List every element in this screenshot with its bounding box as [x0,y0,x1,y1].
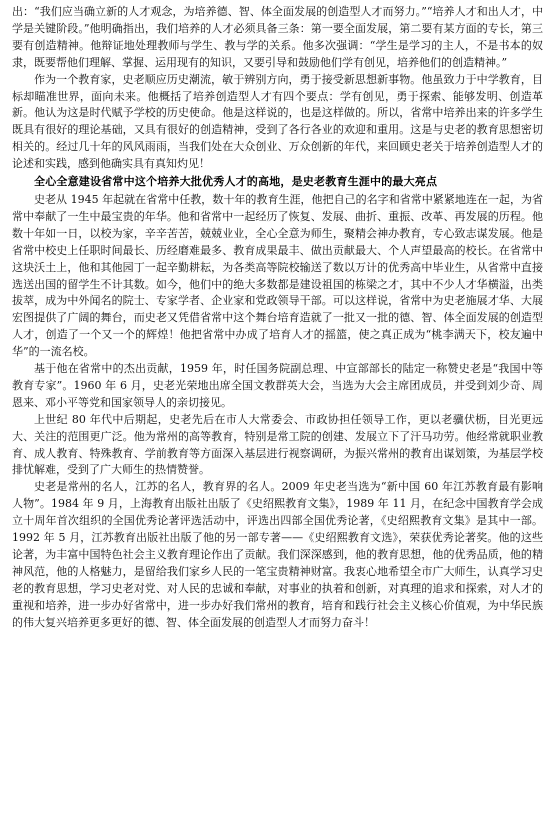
paragraph-3: 史老从 1945 年起就在省常中任教，数十年的教育生涯，他把自己的名字和省常中紧紧地连在一起，为省常中奉献了一生中最宝贵的年华。他和省常中一起经历了恢复、发展、曲折、重振、改革、再发展的历程。他数十年如一日，以校为家，辛辛苦苦，兢兢业业，全心全意为师生，聚精会神办教育，专心致志谋发展。他是省常中校史上任职时间最长、历经磨难最多、教育成果最丰、做出贡献最大、个人声望最高的校长。在省常中这块沃土上，他和其他园丁一起辛勤耕耘，为各类高等院校输送了数以万计的优秀高中毕业生，从省常中直接选送出国的留学生不计其数。如今，他们中的绝大多数都是建设祖国的栋梁之才，其中不少人才华横溢，出类拔萃，成为中外闻名的院士、专家学者、企业家和党政领导干部。可以这样说，省常中为史老施展才华、大展宏图提供了广阔的舞台，而史老又凭借省常中这个舞台培育造就了一批又一批的德、智、体全面发展的创造型人才，创造了一个又一个的辉煌！他把省常中办成了培育人才的摇篮，使之真正成为“桃李满天下，校友遍中华”的一流名校。 [12,192,543,359]
section-heading: 全心全意建设省常中这个培养大批优秀人才的高地，是史老教育生涯中的最大亮点 [34,175,438,189]
paragraph-5: 上世纪 80 年代中后期起，史老先后在市人大常委会、市政协担任领导工作，更以老骥伏枥，目光更远大、关注的范围更广泛。他为常州的高等教育，特别是常工院的创建、发展立下了汗马功劳。他经常就职业教育、成人教育、特殊教育、学前教育等方面深入基层进行视察调研，为振兴常州的教育出谋划策，为基层学校排忧解难，受到了广大师生的热情赞誉。 [12,412,543,477]
paragraph-6: 史老是常州的名人，江苏的名人，教育界的名人。2009 年史老当选为“新中国 60 年江苏教育最有影响人物”。1984 年 9 月，上海教育出版社出版了《史绍熙教育文集》，1989 年 11 月，在纪念中国教育学会成立十周年首次组织的全国优秀论著评选活动中，评选出四部全国优秀论著，《史绍熙教育文集》是其中一部。1992 年 5 月，江苏教育出版社出版了他的另一部专著——《史绍熙教育文选》，荣获优秀论著奖。他的这些论著，为丰富中国特色社会主义教育理论作出了贡献。我们深深感到，他的教育思想，他的优秀品质，他的精神风范，他的人格魅力，是留给我们家乡人民的一笔宝贵精神财富。我衷心地希望全市广大师生，认真学习史老的教育思想，学习史老对党、对人民的忠诚和奉献，对事业的执着和创新，对真理的追求和探索，对人才的重视和培养，进一步办好省常中，进一步办好我们常州的教育，培育和践行社会主义核心价值观，为中华民族的伟大复兴培养更多更好的德、智、体全面发展的创造型人才而努力奋斗！ [12,480,543,629]
paragraph-1: 出：“我们应当确立新的人才观念，为培养德、智、体全面发展的创造型人才而努力。”“培养人才和出人才，中学是关键阶段。”他明确指出，我们培养的人才必须具备三条：第一要全面发展，第二要有某方面的专长，第三要有创造精神。他辩证地处理教师与学生、教与学的关系。他多次强调：“学生是学习的主人，不是书本的奴隶，既要帮他们理解、掌握、运用现有的知识，又要引导和鼓励他们学有创见，培养他们的创造精神。” [12,5,543,69]
paragraph-2: 作为一个教育家，史老顺应历史潮流，敏于辨别方向，勇于接受新思想新事物。他虽致力于中学教育，目标却瞄准世界，面向未来。他概括了培养创造型人才有四个要点：学有创见，勇于探索、能够发明、创造革新。他认为这是时代赋予学校的历史使命。他是这样说的，也是这样做的。所以，省常中培养出来的许多学生既具有很好的理论基础，又具有很好的创造精神，受到了各行各业的欢迎和重用。这是与史老的教育思想密切相关的。经过几十年的风风雨雨，当我们处在大众创业、万众创新的年代，来回顾史老关于培养创造型人才的论述和实践，感到他确实具有真知灼见！ [12,72,543,171]
paragraph-4: 基于他在省常中的杰出贡献，1959 年，时任国务院副总理、中宣部部长的陆定一称赞史老是“我国中等教育专家”。1960 年 6 月，史老光荣地出席全国文教群英大会，当选为大会主席团成员，并受到刘少奇、周恩来、邓小平等党和国家领导人的亲切接见。 [12,362,543,409]
